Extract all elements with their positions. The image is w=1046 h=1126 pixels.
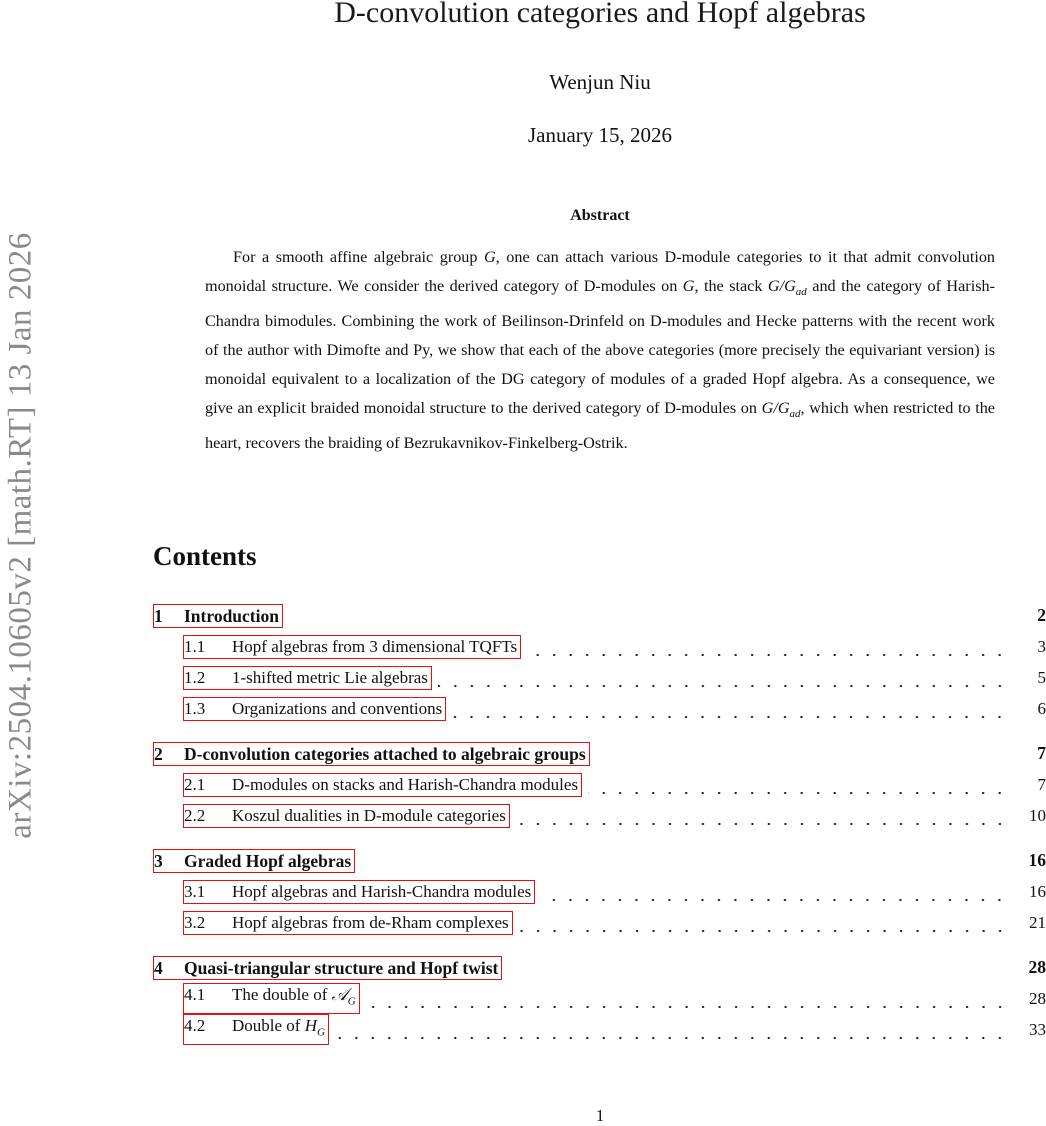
subsection-title: Hopf algebras from de-Rham complexes	[232, 912, 509, 932]
toc-link-d-modules-stacks[interactable]	[183, 773, 582, 797]
arxiv-sidebar-stamp	[2, 150, 40, 920]
subsection-number: 3.1	[184, 881, 206, 901]
subsection-title: Hopf algebras from 3 dimensional TQFTs	[232, 636, 518, 656]
toc-link-quasi-triangular[interactable]	[153, 956, 502, 980]
toc-subsection	[153, 907, 1046, 938]
dot-leader	[519, 913, 1008, 933]
page-number: 33	[1029, 1019, 1046, 1039]
toc-subsection	[153, 662, 1046, 693]
subsection-title: Organizations and conventions	[232, 698, 443, 718]
subsection-title: Hopf algebras and Harish-Chandra modules	[232, 881, 532, 901]
page-number: 7	[1037, 743, 1046, 763]
section-title: D-convolution categories attached to algebraic groups	[184, 743, 586, 764]
paper-title: D-convolution categories and Hopf algebras	[334, 0, 866, 29]
subsection-number: 4.1	[184, 985, 206, 1005]
subsection-number: 2.2	[184, 805, 206, 825]
math-symbol: 𝒜	[331, 985, 348, 1005]
toc-link-metric-lie[interactable]	[183, 666, 432, 690]
subsection-title: Double of	[232, 1016, 305, 1036]
math-stack: G/G	[767, 277, 796, 295]
abstract-text: For a smooth affine algebraic group	[233, 248, 485, 266]
section-number: 3	[154, 850, 163, 871]
subsection-number: 3.2	[184, 912, 206, 932]
section-number: 1	[154, 605, 163, 626]
contents-heading: Contents	[153, 541, 257, 571]
toc-subsection	[153, 693, 1046, 724]
math-subscript: G	[317, 1026, 325, 1039]
toc-section	[153, 738, 1046, 769]
math-subscript: G	[347, 995, 356, 1008]
page-number: 5	[1037, 667, 1046, 687]
math-subscript: ad	[789, 408, 801, 421]
page-number: 16	[1028, 850, 1046, 870]
arxiv-identifier: arXiv:2504.10605v2 [math.RT] 13 Jan 2026	[2, 231, 39, 839]
toc-link-double-a[interactable]	[183, 983, 360, 1013]
subsection-title: 1-shifted metric Lie algebras	[232, 667, 428, 687]
math-subscript: ad	[795, 286, 807, 299]
dot-leader	[335, 1020, 1008, 1040]
toc-link-double-h[interactable]	[183, 1014, 329, 1044]
page-number: 10	[1029, 805, 1046, 825]
subsection-number: 1.3	[184, 698, 206, 718]
toc-link-organizations[interactable]	[183, 697, 446, 721]
toc-link-introduction[interactable]	[153, 604, 283, 628]
toc-subsection	[153, 631, 1046, 662]
toc-section	[153, 952, 1046, 983]
dot-leader	[541, 882, 1008, 902]
dot-leader	[527, 637, 1008, 657]
math-symbol: G	[682, 277, 695, 295]
abstract-text: and the category of Harish-Chandra bimodules. Combining the work of Beilinson-Drinfeld on D-modules and Hecke patterns with the recent work of the author with Dimofte and Py, we show that each of the above categories (more precisely the equivariant version) is monoidal equivalent to a localization of the DG category of modules of a graded Hopf algebra. As a consequence, we give an explicit braided monoidal structure to the derived category of D-modules on	[205, 277, 995, 418]
toc-subsection	[153, 1014, 1046, 1045]
dot-leader	[438, 668, 1008, 688]
section-number: 2	[154, 743, 163, 764]
page-number: 28	[1029, 988, 1046, 1008]
toc-subsection	[153, 800, 1046, 831]
page-number: 7	[1037, 774, 1046, 794]
page-number: 2	[1037, 605, 1046, 625]
subsection-title: The double of	[232, 985, 332, 1005]
abstract-text: , which when restricted to the heart, recovers the braiding of Bezrukavnikov-Finkelberg-Ostrik.	[205, 399, 995, 453]
subsection-number: 1.1	[184, 636, 206, 656]
paper-date: January 15, 2026	[527, 123, 673, 147]
table-of-contents	[153, 600, 1046, 1045]
math-symbol: G	[484, 248, 496, 266]
abstract-body	[205, 243, 995, 458]
subsection-title: Koszul dualities in D-module categories	[232, 805, 506, 825]
math-symbol: H	[304, 1016, 317, 1036]
toc-section	[153, 600, 1046, 631]
math-stack: G/G	[761, 399, 790, 418]
page-number: 16	[1029, 881, 1046, 901]
page-number: 6	[1037, 698, 1046, 718]
toc-subsection	[153, 769, 1046, 800]
abstract-text: , one can attach various D-module categories to it that admit convolution monoidal structure. We consider the derived category of D-modules on	[205, 248, 996, 295]
subsection-number: 2.1	[184, 774, 206, 794]
page-footer-number: 1	[595, 1106, 605, 1125]
toc-link-koszul[interactable]	[183, 804, 510, 828]
page-number: 28	[1028, 957, 1046, 977]
dot-leader	[516, 806, 1008, 826]
dot-leader	[588, 775, 1008, 795]
dot-leader	[366, 989, 1008, 1009]
abstract-text: , the stack	[694, 277, 768, 295]
section-title: Introduction	[184, 605, 279, 626]
toc-section	[153, 845, 1046, 876]
subsection-title: D-modules on stacks and Harish-Chandra modules	[232, 774, 579, 794]
abstract-heading: Abstract	[570, 207, 630, 224]
toc-link-hopf-harish[interactable]	[183, 880, 535, 904]
toc-link-de-rham[interactable]	[183, 911, 513, 935]
toc-link-graded-hopf[interactable]	[153, 849, 355, 873]
subsection-number: 1.2	[184, 667, 206, 687]
paper-author: Wenjun Niu	[549, 70, 651, 94]
toc-subsection	[153, 876, 1046, 907]
dot-leader	[452, 699, 1008, 719]
toc-subsection	[153, 983, 1046, 1014]
section-title: Graded Hopf algebras	[184, 850, 352, 871]
page-number: 3	[1037, 636, 1046, 656]
toc-link-hopf-tqft[interactable]	[183, 635, 521, 659]
section-title: Quasi-triangular structure and Hopf twist	[184, 957, 499, 978]
subsection-number: 4.2	[184, 1016, 206, 1036]
page-number: 21	[1029, 912, 1046, 932]
section-number: 4	[154, 957, 163, 978]
toc-link-d-convolution[interactable]	[153, 742, 590, 766]
